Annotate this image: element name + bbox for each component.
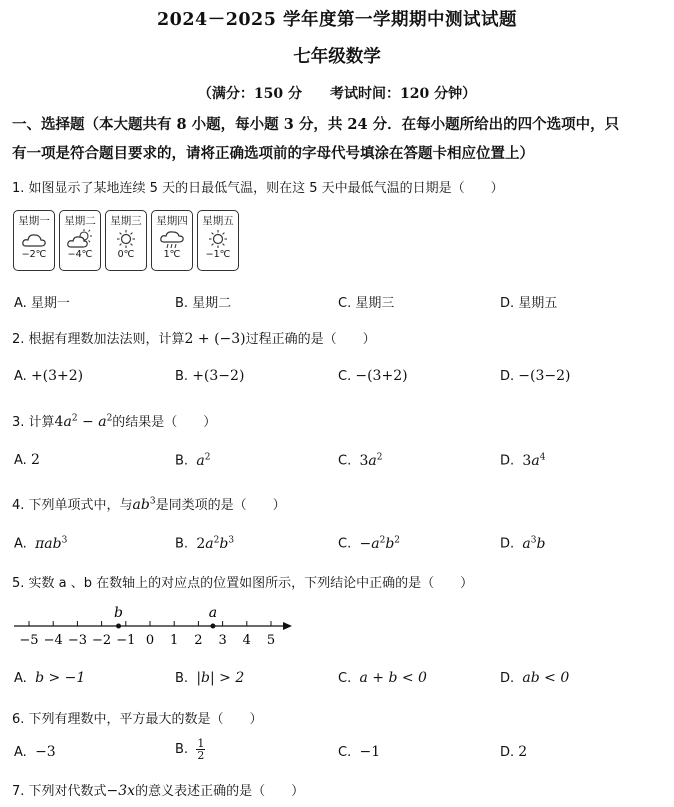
q2-option-b[interactable] <box>175 368 244 384</box>
number-line-point-a <box>210 624 215 629</box>
option-letter: A. <box>14 369 27 384</box>
number-line-tick-label: −2 <box>92 633 112 648</box>
fraction-denominator: 2 <box>197 749 205 762</box>
option-expr: πab$^3$ <box>35 535 68 552</box>
q7-stem-expr: −3x <box>106 783 136 799</box>
option-letter: C. <box>338 453 352 469</box>
q6-option-d[interactable] <box>500 744 527 760</box>
cloud-rain-icon <box>159 229 185 249</box>
q4-stem-expr: $ab^3$ <box>132 496 156 513</box>
question-4-stem <box>12 494 286 513</box>
weather-temp: 0℃ <box>117 249 135 260</box>
option-letter: C. <box>338 671 352 686</box>
q5-option-d[interactable] <box>500 670 569 686</box>
q3-stem-pre: 3. 计算 <box>12 415 55 430</box>
option-letter: B. <box>175 671 189 686</box>
q2-stem-expr: 2 + (−3) <box>184 331 246 347</box>
option-expr: +(3+2) <box>30 368 84 384</box>
q2-option-c[interactable] <box>338 368 408 384</box>
option-expr: a + b < 0 <box>359 670 427 686</box>
q4-option-a[interactable] <box>14 535 67 552</box>
q5-option-a[interactable] <box>14 670 85 686</box>
number-line <box>0 600 320 652</box>
option-expr: −(3+2) <box>355 368 408 384</box>
section-heading-line1: 一、选择题（本大题共有 8 小题，每小题 3 分，共 24 分．在每小题所给出的四个选项中，只 <box>12 116 620 133</box>
q3-stem-expr: $4a^2 - a^2$ <box>54 413 113 430</box>
option-letter: B. <box>175 742 189 757</box>
option-letter: D. <box>500 671 515 686</box>
weather-card-3 <box>105 210 147 271</box>
weather-card-5 <box>197 210 239 271</box>
option-expr: $3a^2$ <box>359 452 383 469</box>
option-expr: $3a^4$ <box>522 452 546 469</box>
option-expr: b > −1 <box>35 670 86 686</box>
number-line-tick-label: 4 <box>242 633 251 648</box>
number-line-tick-label: −1 <box>116 633 136 648</box>
number-line-tick-label: 3 <box>218 633 227 648</box>
q4-option-c[interactable] <box>338 535 400 552</box>
q3-option-c[interactable] <box>338 452 383 469</box>
option-letter: A. <box>14 453 27 468</box>
option-letter: C. <box>338 536 352 552</box>
number-line-tick-label: 2 <box>194 633 203 648</box>
q4-option-b[interactable] <box>175 535 234 552</box>
option-expr: $2a^2b^3$ <box>196 535 235 552</box>
option-letter: A. <box>14 536 27 552</box>
weather-temp: −2℃ <box>21 249 47 260</box>
option-fraction <box>196 738 205 761</box>
number-line-point-b <box>116 624 121 629</box>
weather-temp: −4℃ <box>67 249 93 260</box>
weather-card-1 <box>13 210 55 271</box>
option-expr: −(3−2) <box>518 368 571 384</box>
option-expr: $a^2$ <box>196 452 211 469</box>
option-letter: B. <box>175 536 189 552</box>
q6-option-a[interactable] <box>14 744 56 760</box>
exam-meta: （满分：150 分 考试时间：120 分钟） <box>197 86 477 102</box>
option-expr: −1 <box>359 744 381 760</box>
q2-option-a[interactable] <box>14 368 83 384</box>
option-letter: D. <box>500 745 515 760</box>
option-expr: ab < 0 <box>522 670 570 686</box>
option-expr: $-a^2b^2$ <box>359 535 401 552</box>
sun-icon <box>205 229 231 249</box>
q3-stem-post: 的结果是（ ） <box>112 415 217 430</box>
option-letter: D. <box>500 369 515 384</box>
weather-temp: −1℃ <box>205 249 231 260</box>
question-3-stem <box>12 411 216 430</box>
weather-temp: 1℃ <box>163 249 181 260</box>
number-line-tick-label: 0 <box>145 633 155 648</box>
q1-option-c[interactable]: C. 星期三 <box>338 296 395 311</box>
number-line-tick-label: −4 <box>43 633 63 648</box>
number-line-tick-label: 1 <box>170 633 179 648</box>
q2-stem-pre: 2. 根据有理数加法法则，计算 <box>12 332 185 347</box>
weather-day: 星期四 <box>156 215 188 227</box>
number-line-tick-label: −5 <box>19 633 39 648</box>
q3-option-b[interactable] <box>175 452 210 469</box>
q4-option-d[interactable] <box>500 535 545 552</box>
question-2-stem <box>12 328 376 347</box>
number-line-point-b-label: b <box>114 605 124 621</box>
q1-option-a[interactable]: A. 星期一 <box>14 296 70 311</box>
q6-option-c[interactable] <box>338 744 380 760</box>
option-expr: 2 <box>30 452 40 468</box>
question-1-stem: 1. 如图显示了某地连续 5 天的日最低气温，则在这 5 天中最低气温的日期是（ ） <box>12 181 504 196</box>
weather-day: 星期三 <box>110 215 142 227</box>
number-line-point-a-label: a <box>208 605 218 621</box>
option-expr: −3 <box>35 744 56 760</box>
option-letter: B. <box>175 453 189 469</box>
q4-stem-pre: 4. 下列单项式中，与 <box>12 498 133 513</box>
cloud-icon <box>21 229 47 249</box>
number-line-tick-label: 5 <box>266 633 276 648</box>
option-expr: 2 <box>518 744 528 760</box>
number-line-arrow <box>283 622 292 630</box>
section-heading-line2: 有一项是符合题目要求的，请将正确选项前的字母代号填涂在答题卡相应位置上） <box>12 145 534 162</box>
question-7-stem <box>12 780 304 799</box>
q5-option-c[interactable] <box>338 670 427 686</box>
option-letter: C. <box>338 369 352 384</box>
exam-title: 2024－2025 学年度第一学期期中测试试题 <box>156 10 517 30</box>
cloud-sun-icon <box>67 229 93 249</box>
weather-card-4 <box>151 210 193 271</box>
q7-stem-pre: 7. 下列对代数式 <box>12 784 107 799</box>
number-line-tick-label: −3 <box>67 633 87 648</box>
q6-option-b[interactable] <box>175 738 205 761</box>
fraction-numerator: 1 <box>197 737 205 750</box>
option-letter: D. <box>500 536 515 552</box>
question-5-stem: 5. 实数 a 、b 在数轴上的对应点的位置如图所示，下列结论中正确的是（ ） <box>12 576 474 591</box>
option-letter: C. <box>338 745 352 760</box>
q2-stem-post: 过程正确的是（ ） <box>245 332 376 347</box>
option-letter: B. <box>175 369 189 384</box>
q4-stem-post: 是同类项的是（ ） <box>155 498 286 513</box>
weather-card-2 <box>59 210 101 271</box>
weather-day: 星期五 <box>202 215 234 227</box>
q7-stem-post: 的意义表述正确的是（ ） <box>135 784 305 799</box>
option-expr: $a^3b$ <box>522 535 546 552</box>
sun-icon <box>113 229 139 249</box>
weather-day: 星期二 <box>64 215 96 227</box>
q2-option-d[interactable] <box>500 368 571 384</box>
q1-option-b[interactable]: B. 星期二 <box>175 296 232 311</box>
option-letter: D. <box>500 453 515 469</box>
option-expr: +(3−2) <box>192 368 245 384</box>
q5-option-b[interactable] <box>175 670 244 686</box>
question-6-stem: 6. 下列有理数中，平方最大的数是（ ） <box>12 712 263 727</box>
weather-day: 星期一 <box>18 215 50 227</box>
option-letter: A. <box>14 671 27 686</box>
option-letter: A. <box>14 745 27 760</box>
exam-subtitle: 七年级数学 <box>293 47 381 67</box>
q3-option-a[interactable] <box>14 452 40 468</box>
option-expr: |b| > 2 <box>196 670 245 686</box>
q1-option-d[interactable]: D. 星期五 <box>500 296 558 311</box>
q3-option-d[interactable] <box>500 452 545 469</box>
